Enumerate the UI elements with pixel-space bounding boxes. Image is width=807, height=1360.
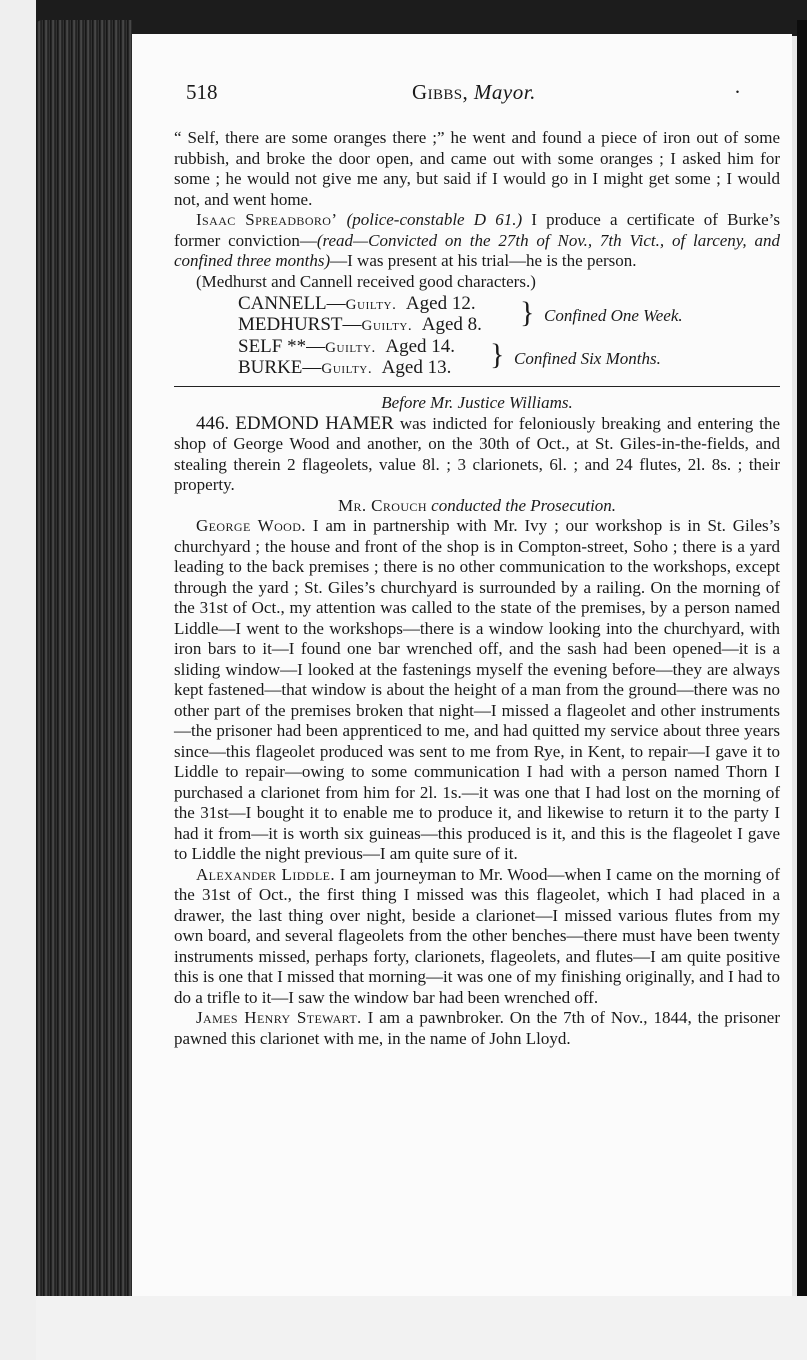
book-page-edges [36, 20, 132, 1320]
verdict-self: SELF **—Guilty. Aged 14. [238, 336, 456, 357]
header-mark: · [734, 80, 741, 104]
judge-heading: Before Mr. Justice Williams. [381, 393, 573, 412]
witness-name: James Henry Stewart. [196, 1008, 362, 1027]
witness-name: Isaac Spreadboro’ [196, 210, 338, 229]
verdict-burke: BURKE—Guilty. Aged 13. [238, 357, 452, 378]
page-body [174, 128, 780, 1049]
sentence-one-week: Confined One Week. [544, 306, 683, 325]
sentence-six-months: Confined Six Months. [514, 349, 661, 368]
paragraph-self-testimony: “ Self, there are some oranges there ;” he went and found a piece of iron out of some rubbish, and broke the door open, and came out with some oranges ; I asked him for some ; he would not give me any, but said if I would go in I might get some ; I would not, and went home. [174, 128, 780, 209]
paragraph-george-wood: George Wood. I am in partnership with Mr. Ivy ; our workshop is in St. Giles’s churchyard ; the house and front of the shop is in Compton-street, Soho ; there is a yard leading to the back premises ; there is no other communication to the workshops, except through the yard ; St. Giles’s churchyard is surrounded by a railing. On the morning of the 31st of Oct., my attention was called to the state of the premises, by a person named Liddle—I went to the workshops—there is a window looking into the churchyard, with iron bars to it—I found one bar wrenched off, and the sash had been opened—it is a sliding window—I looked at the fastenings myself the evening before—they are always kept fastened—that window is about the height of a man from the ground—there was no other part of the premises broken that night—I missed a flageolet and other instruments—the prisoner had been apprenticed to me, and had quitted my service about three years since—this flageolet produced was sent to me from Rye, in Kent, to repair—I gave it to Liddle to repair—owing to some communication I had with a person named Thorn I purchased a clarionet from him for 2l. 1s.—it was one that I had lost on the morning of the 31st—I bought it to enable me to produce it, and likewise to return it to the party I had it from—it is worth six guineas—this produced is it, and this is the flageolet I gave to Liddle the night previous—I am quite sure of it. [174, 516, 780, 863]
scan-border-bottom [36, 1296, 807, 1360]
brace-icon: } [520, 296, 535, 329]
verdict-medhurst: MEDHURST—Guilty. Aged 8. [238, 314, 482, 335]
paragraph-characters: (Medhurst and Cannell received good characters.) [196, 271, 536, 291]
read-conviction: (read—Convicted on the 27th of Nov., 7th Vict., of larceny, and confined three months) [174, 230, 780, 270]
defendant-name: EDMOND HAMER [235, 412, 394, 434]
paragraph-alexander-liddle: Alexander Liddle. I am journeyman to Mr. Wood—when I came on the morning of the 31st of Oct., the first thing I missed was this flageolet, which I had placed in a drawer, the last thing over night, beside a clarionet—I missed various flutes from my own board, and several flageolets from the other benches—there must have been twenty instruments missed, perhaps forty, clarionets, flageolets, and flutes—I am quite positive this is one that I missed that morning—it was one of my finishing originally, and I had to do a trifle to it—I saw the window bar had been wrenched off. [174, 864, 780, 1007]
running-header [186, 80, 746, 110]
prosecution-line: Mr. Crouch conducted the Prosecution. [337, 495, 617, 515]
running-title: Gibbs, Mayor. [412, 80, 536, 104]
verdict-cannell: CANNELL—Guilty. Aged 12. [238, 293, 476, 314]
verdict-block [174, 294, 780, 380]
brace-icon: } [490, 338, 505, 371]
section-rule [174, 386, 780, 387]
case-number: 446. [196, 412, 230, 434]
paragraph-james-henry-stewart: James Henry Stewart. I am a pawnbroker. On the 7th of Nov., 1844, the prisoner pawned this clarionet with me, in the name of John Lloyd. [174, 1008, 780, 1048]
scan-border-right [797, 20, 807, 1320]
book-page [132, 34, 792, 1296]
witness-role: (police-constable D 61.) [346, 210, 523, 229]
witness-name: George Wood. [196, 516, 306, 535]
paragraph-indictment: 446. EDMOND HAMER was indicted for feloniously breaking and entering the shop of George Wood and another, on the 30th of Oct., at St. Giles-in-the-fields, and stealing therein 2 flageolets, value 8l. ; 3 clarionets, 6l. ; and 24 flutes, 2l. 8s. ; their property. [174, 412, 781, 494]
witness-name: Alexander Liddle. [196, 864, 335, 884]
paragraph-spreadboro: Isaac Spreadboro’ (police-constable D 61.) I produce a certificate of Burke’s former conviction—(read—Convicted on the 27th of Nov., 7th Vict., of larceny, and confined three months)—I was present at his trial—he is the person. [174, 210, 780, 270]
scan-border-left [0, 0, 36, 1360]
page-number: 518 [186, 80, 218, 104]
